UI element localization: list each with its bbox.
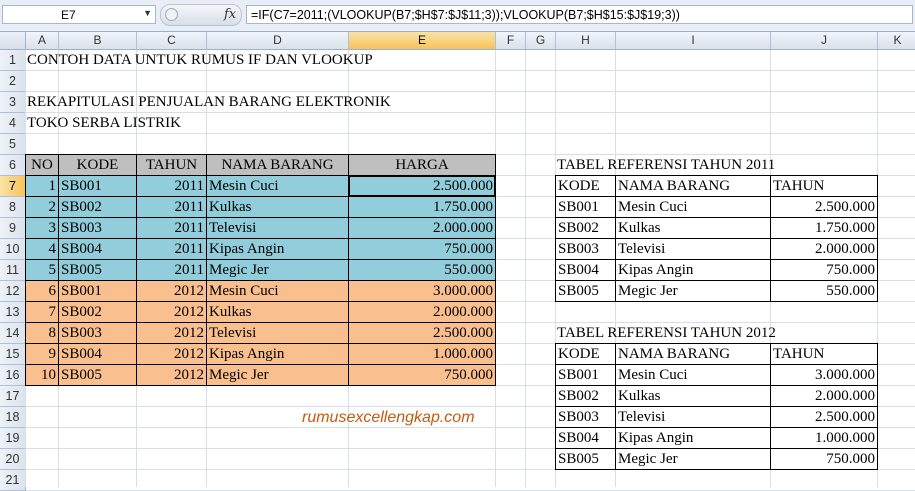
column-header-e[interactable]: E — [349, 32, 496, 50]
table-cell[interactable]: SB001 — [58, 175, 137, 197]
table-cell[interactable]: Kulkas — [206, 301, 349, 323]
ref-cell[interactable]: SB004 — [555, 427, 616, 449]
ref-cell[interactable]: Televisi — [615, 406, 771, 428]
table-cell[interactable]: SB001 — [58, 280, 137, 302]
table-cell[interactable]: 2011 — [136, 175, 207, 197]
table-cell[interactable]: Kipas Angin — [206, 343, 349, 365]
row-header-17[interactable]: 17 — [0, 386, 26, 407]
ref2012-title[interactable]: TABEL REFERENSI TAHUN 2012 — [557, 325, 776, 341]
table-cell[interactable]: 2012 — [136, 322, 207, 344]
row-header-3[interactable]: 3 — [0, 92, 26, 113]
table-cell[interactable]: 550.000 — [348, 259, 496, 281]
ref-cell[interactable]: 2.000.000 — [770, 238, 878, 260]
ref-cell[interactable]: Mesin Cuci — [615, 364, 771, 386]
name-box-value: E7 — [61, 8, 76, 22]
table-cell[interactable]: 1.750.000 — [348, 196, 496, 218]
column-header-h[interactable]: H — [556, 32, 616, 50]
table-cell[interactable]: 8 — [25, 322, 59, 344]
chevron-down-icon[interactable]: ▼ — [143, 8, 152, 18]
row-header-2[interactable]: 2 — [0, 71, 26, 92]
row-header-6[interactable]: 6 — [0, 155, 26, 176]
row-header-4[interactable]: 4 — [0, 113, 26, 134]
insert-function-icon[interactable]: fx — [224, 7, 237, 22]
ref-header[interactable]: NAMA BARANG — [615, 343, 771, 365]
column-header-d[interactable]: D — [207, 32, 349, 50]
table-header[interactable]: NO — [25, 154, 59, 176]
table-cell[interactable]: 7 — [25, 301, 59, 323]
gridline — [26, 133, 915, 134]
ref-cell[interactable]: Kipas Angin — [615, 259, 771, 281]
row-header-5[interactable]: 5 — [0, 134, 26, 155]
ref-cell[interactable]: SB001 — [555, 196, 616, 218]
table-cell[interactable]: 2 — [25, 196, 59, 218]
row-header-11[interactable]: 11 — [0, 260, 26, 281]
row-header-18[interactable]: 18 — [0, 407, 26, 428]
gridline — [26, 70, 915, 71]
table-cell[interactable]: 9 — [25, 343, 59, 365]
row-header-19[interactable]: 19 — [0, 428, 26, 449]
title-row-3[interactable]: REKAPITULASI PENJUALAN BARANG ELEKTRONIK — [27, 94, 391, 110]
table-cell[interactable]: 2012 — [136, 343, 207, 365]
table-cell[interactable]: SB005 — [58, 259, 137, 281]
table-cell[interactable]: 750.000 — [348, 238, 496, 260]
column-header-b[interactable]: B — [59, 32, 137, 50]
column-header-k[interactable]: K — [878, 32, 915, 50]
row-header-1[interactable]: 1 — [0, 50, 26, 71]
ref-cell[interactable]: 2.500.000 — [770, 406, 878, 428]
ref-cell[interactable]: SB002 — [555, 385, 616, 407]
table-header[interactable]: HARGA — [348, 154, 496, 176]
ref-header[interactable]: KODE — [555, 175, 616, 197]
ref-cell[interactable]: 550.000 — [770, 280, 878, 302]
table-cell[interactable]: 2011 — [136, 259, 207, 281]
row-header-14[interactable]: 14 — [0, 323, 26, 344]
ref-cell[interactable]: SB005 — [555, 280, 616, 302]
ref-cell[interactable]: SB002 — [555, 217, 616, 239]
table-cell[interactable]: SB003 — [58, 322, 137, 344]
table-cell[interactable]: 2.500.000 — [348, 322, 496, 344]
table-cell[interactable]: Televisi — [206, 322, 349, 344]
table-cell[interactable]: Mesin Cuci — [206, 280, 349, 302]
row-header-15[interactable]: 15 — [0, 344, 26, 365]
row-header-16[interactable]: 16 — [0, 365, 26, 386]
ref-header[interactable]: KODE — [555, 343, 616, 365]
table-cell[interactable]: 2011 — [136, 217, 207, 239]
table-cell[interactable]: Kulkas — [206, 196, 349, 218]
title-row-1[interactable]: CONTOH DATA UNTUK RUMUS IF DAN VLOOKUP — [27, 52, 373, 68]
table-cell[interactable]: SB002 — [58, 301, 137, 323]
table-cell[interactable]: SB005 — [58, 364, 137, 386]
ref-cell[interactable]: Megic Jer — [615, 280, 771, 302]
formula-bar — [0, 0, 915, 32]
table-cell[interactable]: SB004 — [58, 238, 137, 260]
ref-cell[interactable]: SB004 — [555, 259, 616, 281]
table-cell[interactable]: Mesin Cuci — [206, 175, 349, 197]
ref-header[interactable]: TAHUN — [770, 175, 878, 197]
column-header-j[interactable]: J — [771, 32, 878, 50]
table-header[interactable]: TAHUN — [136, 154, 207, 176]
row-header-8[interactable]: 8 — [0, 197, 26, 218]
ref-cell[interactable]: SB005 — [555, 448, 616, 470]
ref-cell[interactable]: SB003 — [555, 238, 616, 260]
row-header-21[interactable]: 21 — [0, 470, 26, 491]
ref-header[interactable]: NAMA BARANG — [615, 175, 771, 197]
table-cell[interactable]: 6 — [25, 280, 59, 302]
table-cell[interactable]: Televisi — [206, 217, 349, 239]
table-cell[interactable]: 1.000.000 — [348, 343, 496, 365]
row-header-7[interactable]: 7 — [0, 176, 26, 197]
ref2011-title[interactable]: TABEL REFERENSI TAHUN 2011 — [557, 157, 776, 173]
watermark-text: rumusexcellengkap.com — [302, 409, 475, 426]
ref-cell[interactable]: Megic Jer — [615, 448, 771, 470]
ref-cell[interactable]: Kipas Angin — [615, 427, 771, 449]
ref-cell[interactable]: SB001 — [555, 364, 616, 386]
table-cell[interactable]: 2012 — [136, 364, 207, 386]
row-header-12[interactable]: 12 — [0, 281, 26, 302]
row-header-9[interactable]: 9 — [0, 218, 26, 239]
ref-cell[interactable]: 1.000.000 — [770, 427, 878, 449]
column-header-f[interactable]: F — [496, 32, 526, 50]
title-row-4[interactable]: TOKO SERBA LISTRIK — [27, 115, 181, 131]
row-header-13[interactable]: 13 — [0, 302, 26, 323]
formula-controls — [160, 4, 242, 26]
table-cell[interactable]: 2.000.000 — [348, 301, 496, 323]
table-cell[interactable]: 2012 — [136, 301, 207, 323]
ref-cell[interactable]: Mesin Cuci — [615, 196, 771, 218]
table-cell[interactable]: 10 — [25, 364, 59, 386]
table-cell[interactable]: 3 — [25, 217, 59, 239]
table-cell[interactable]: Megic Jer — [206, 364, 349, 386]
column-header-g[interactable]: G — [526, 32, 556, 50]
table-cell[interactable]: SB004 — [58, 343, 137, 365]
ref-cell[interactable]: 1.750.000 — [770, 217, 878, 239]
ref-cell[interactable]: Televisi — [615, 238, 771, 260]
active-cell[interactable]: 2.500.000 — [348, 175, 496, 197]
ref-cell[interactable]: 750.000 — [770, 259, 878, 281]
ref-cell[interactable]: 750.000 — [770, 448, 878, 470]
ref-cell[interactable]: Kulkas — [615, 217, 771, 239]
table-cell[interactable]: 2011 — [136, 196, 207, 218]
table-cell[interactable]: SB002 — [58, 196, 137, 218]
row-header-20[interactable]: 20 — [0, 449, 26, 470]
circle-icon — [165, 8, 178, 21]
table-cell[interactable]: 5 — [25, 259, 59, 281]
column-header-a[interactable]: A — [26, 32, 59, 50]
formula-input[interactable]: =IF(C7=2011;(VLOOKUP(B7;$H$7:$J$11;3));VLOOKUP(B7;$H$15:$J$19;3)) — [246, 5, 913, 24]
row-header-10[interactable]: 10 — [0, 239, 26, 260]
table-cell[interactable]: Megic Jer — [206, 259, 349, 281]
ref-cell[interactable]: Kulkas — [615, 385, 771, 407]
gridline — [525, 50, 526, 487]
ref-cell[interactable]: 2.500.000 — [770, 196, 878, 218]
ref-cell[interactable]: SB003 — [555, 406, 616, 428]
table-cell[interactable]: SB003 — [58, 217, 137, 239]
table-cell[interactable]: 2011 — [136, 238, 207, 260]
name-box[interactable] — [2, 5, 156, 24]
ref-header[interactable]: TAHUN — [770, 343, 878, 365]
table-cell[interactable]: Kipas Angin — [206, 238, 349, 260]
table-cell[interactable]: 2.000.000 — [348, 217, 496, 239]
column-header-c[interactable]: C — [137, 32, 207, 50]
table-cell[interactable]: 3.000.000 — [348, 280, 496, 302]
column-header-i[interactable]: I — [616, 32, 771, 50]
table-header[interactable]: KODE — [58, 154, 137, 176]
select-all-button[interactable] — [0, 32, 26, 50]
table-header[interactable]: NAMA BARANG — [206, 154, 349, 176]
table-cell[interactable]: 2012 — [136, 280, 207, 302]
table-cell[interactable]: 4 — [25, 238, 59, 260]
ref-cell[interactable]: 3.000.000 — [770, 364, 878, 386]
table-cell[interactable]: 1 — [25, 175, 59, 197]
ref-cell[interactable]: 2.000.000 — [770, 385, 878, 407]
table-cell[interactable]: 750.000 — [348, 364, 496, 386]
